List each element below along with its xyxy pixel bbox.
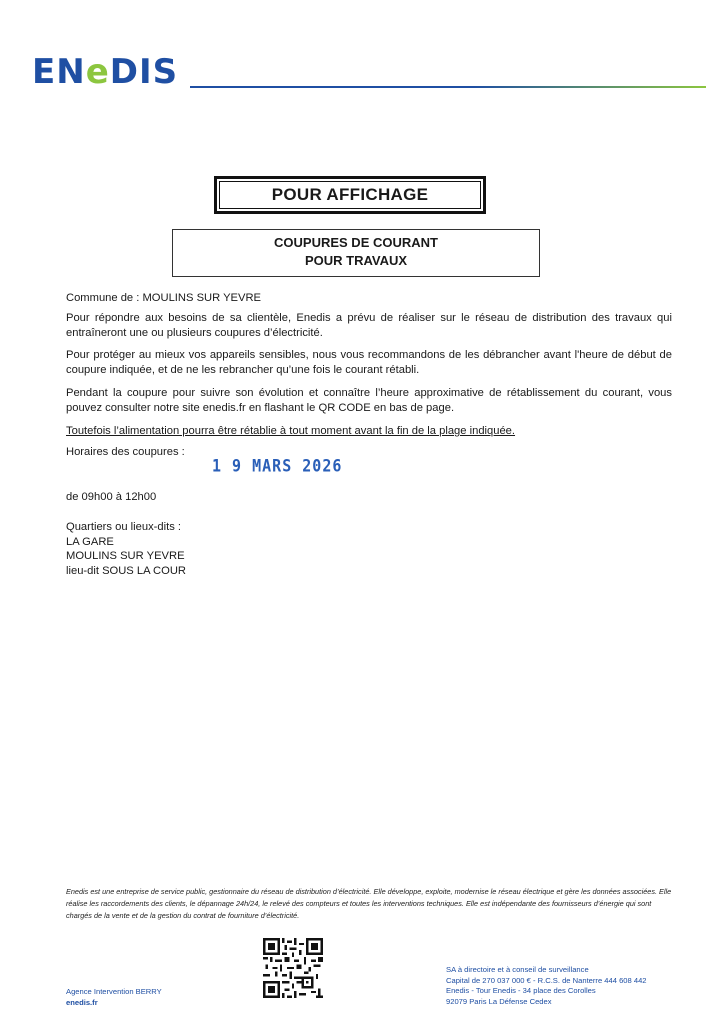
legal-line: SA à directoire et à conseil de surveillance xyxy=(446,965,589,974)
paragraph-3: Pendant la coupure pour suivre son évolution et connaître l’heure approximative de rétablissement du courant, vous pouvez consulter notre site enedis.fr en flashant le QR CODE en bas de page. xyxy=(66,387,672,414)
qr-code-icon[interactable] xyxy=(263,938,323,998)
quartier-item: MOULINS SUR YEVRE xyxy=(66,550,185,562)
agence-name: Agence Intervention BERRY xyxy=(66,987,162,996)
header-rule xyxy=(190,86,706,88)
warning-line: Toutefois l’alimentation pourra être rétablie à tout moment avant la fin de la plage indiquée. xyxy=(66,425,516,437)
legal-line: Enedis - Tour Enedis - 34 place des Corolles xyxy=(446,986,596,995)
website-link[interactable]: enedis.fr xyxy=(66,998,98,1007)
legal-block xyxy=(446,965,647,1007)
legal-line: Capital de 270 037 000 € - R.C.S. de Nanterre 444 608 442 xyxy=(446,975,647,985)
quartiers-block xyxy=(66,520,672,578)
legal-line: 92079 Paris La Défense Cedex xyxy=(446,996,552,1006)
enedis-logo: ENeDIS xyxy=(32,52,179,92)
commune-line: Commune de : MOULINS SUR YEVRE xyxy=(66,292,262,304)
coupures-title-line2: POUR TRAVAUX xyxy=(304,253,408,268)
pour-affichage-title: POUR AFFICHAGE xyxy=(214,176,486,214)
agence-block xyxy=(66,986,162,1008)
paragraph-1: Pour répondre aux besoins de sa clientèle, Enedis a prévu de réaliser sur le réseau de distribution des travaux qui entraîneront une ou plusieurs coupures d’électricité. xyxy=(66,312,672,339)
coupures-title-box xyxy=(172,229,540,277)
coupures-title-line1: COUPURES DE COURANT xyxy=(274,235,438,250)
quartiers-label: Quartiers ou lieux-dits : xyxy=(66,521,182,533)
quartier-item: lieu-dit SOUS LA COUR xyxy=(66,564,186,577)
time-range: de 09h00 à 12h00 xyxy=(66,491,157,503)
paragraph-2: Pour protéger au mieux vos appareils sensibles, nous vous recommandons de les débrancher avant l'heure de début de coupure indiquée, et de ne les rebrancher qu’une fois le courant rétabli. xyxy=(66,349,672,376)
quartier-item: LA GARE xyxy=(66,535,114,548)
date-stamp: 1 9 MARS 2026 xyxy=(212,455,343,477)
horaires-label: Horaires des coupures : xyxy=(66,446,185,458)
footer-disclaimer: Enedis est une entreprise de service public, gestionnaire du réseau de distribution d’électricité. Elle développe, exploite, modernise le réseau électrique et gère les données associées. Elle réalise les raccordements des clients, le dépannage 24h/24, le relevé des compteurs et toutes les interventions techniques. Elle est indépendante des fournisseurs d’énergie qui sont chargés de la vente et de la gestion du contrat de fourniture d’électricité. xyxy=(66,887,672,920)
